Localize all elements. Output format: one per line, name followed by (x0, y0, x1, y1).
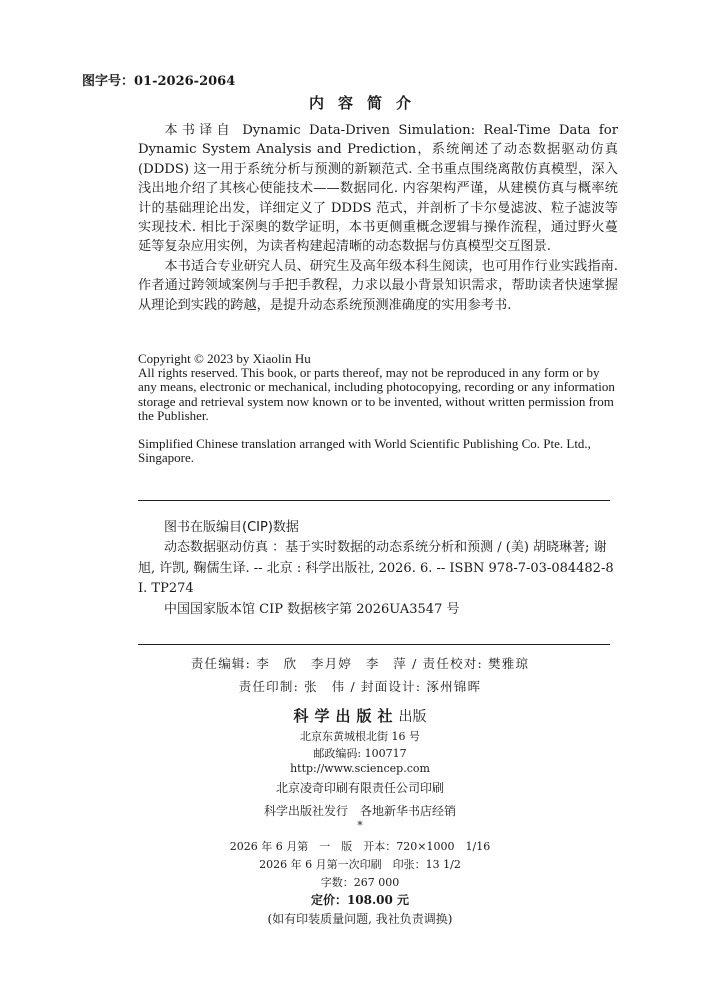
summary-section (138, 121, 618, 315)
cip-record: 动态数据驱动仿真 ：基于实时数据的动态系统分析和预测 / (美) 胡晓琳著; 谢旭, 许凯, 鞠儒生译. -- 北京 : 科学出版社, 2026. 6. -- ISBN 978-7-03-084482-8 (138, 540, 614, 576)
printer-info: 北京凌奇印刷有限责任公司印刷 (275, 781, 444, 795)
registration-number: 图字号：01-2026-2064 (82, 74, 236, 89)
cip-classification: Ⅰ. TP274 (138, 581, 194, 596)
credits-line-2: 责任印制: 张 伟 / 封面设计: 涿州锦晖 (238, 679, 482, 694)
price-value: 108.00 元 (346, 893, 410, 907)
publisher-postcode: 邮政编码: 100717 (313, 747, 407, 760)
publisher-name-line (0, 705, 720, 726)
divider-top (138, 500, 610, 501)
publisher-website: http://www.sciencep.com (290, 762, 430, 775)
rights-statement: All rights reserved. This book, or parts thereof, may not be reproduced in any form or by any means, electronic or mechanical, including photocopying, recording or any information storage and retrieval system now known or to be invented, without written permission from the Publisher. (138, 365, 615, 423)
copyright-line: Copyright © 2023 by Xiaolin Hu (138, 351, 311, 366)
credits-line-1: 责任编辑: 李 欣 李月婷 李 萍 / 责任校对: 樊雅琼 (190, 656, 530, 671)
separator-star: * (357, 819, 363, 832)
distribution-info: 科学出版社发行 各地新华书店经销 (263, 804, 456, 818)
cip-verification: 中国国家版本馆 CIP 数据核字第 2026UA3547 号 (164, 601, 460, 617)
price-line (0, 891, 720, 908)
summary-paragraph-2: 本书适合专业研究人员、研究生及高年级本科生阅读，也可用作行业实践指南. 作者通过跨领域案例与手把手教程，力求以最小背景知识需求，帮助读者快速掌握从理论到实践的跨越，是提升动态系统预测准确度的实用参考书. (138, 258, 618, 313)
quality-notice: (如有印装质量问题, 我社负责调换) (267, 912, 453, 926)
word-count: 字数：267 000 (320, 876, 400, 889)
publisher-suffix: 出版 (398, 709, 427, 725)
cip-heading: 图书在版编目(CIP)数据 (164, 520, 299, 535)
summary-paragraph-1: 本书译自 Dynamic Data-Driven Simulation: Real-Time Data for Dynamic System Analysis and Prediction，系统阐述了动态数据驱动仿真 (DDDS) 这一用于系统分析与预测的新颖范式. 全书重点围绕离散仿真模型，深入浅出地介绍了其核心使能技术——数据同化. 内容架构严谨，从建模仿真与概率统计的基础理论出发，详细定义了 DDDS 范式，并剖析了卡尔曼滤波、粒子滤波等实现技术. 相比于深奥的数学证明，本书更侧重概念逻辑与操作流程，通过野火蔓延等复杂应用实例，为读者构建起清晰的动态数据与仿真模型交互图景. (138, 123, 618, 255)
edition-line-1: 2026 年 6 月第 一 版 开本：720×1000 1/16 (229, 840, 491, 853)
page-title: 内容简介 (308, 94, 425, 112)
divider-bottom (138, 644, 610, 645)
copyright-section (138, 352, 616, 465)
publisher-logo-name: 科学出版社 (293, 707, 399, 725)
edition-line-2: 2026 年 6 月第一次印刷 印张：13 1/2 (259, 858, 461, 871)
cip-record-block (138, 538, 616, 620)
translation-statement: Simplified Chinese translation arranged with World Scientific Publishing Co. Pte. Ltd., Singapore. (138, 436, 591, 466)
price-label: 定价： (310, 893, 347, 907)
publisher-address: 北京东黄城根北街 16 号 (300, 730, 420, 743)
